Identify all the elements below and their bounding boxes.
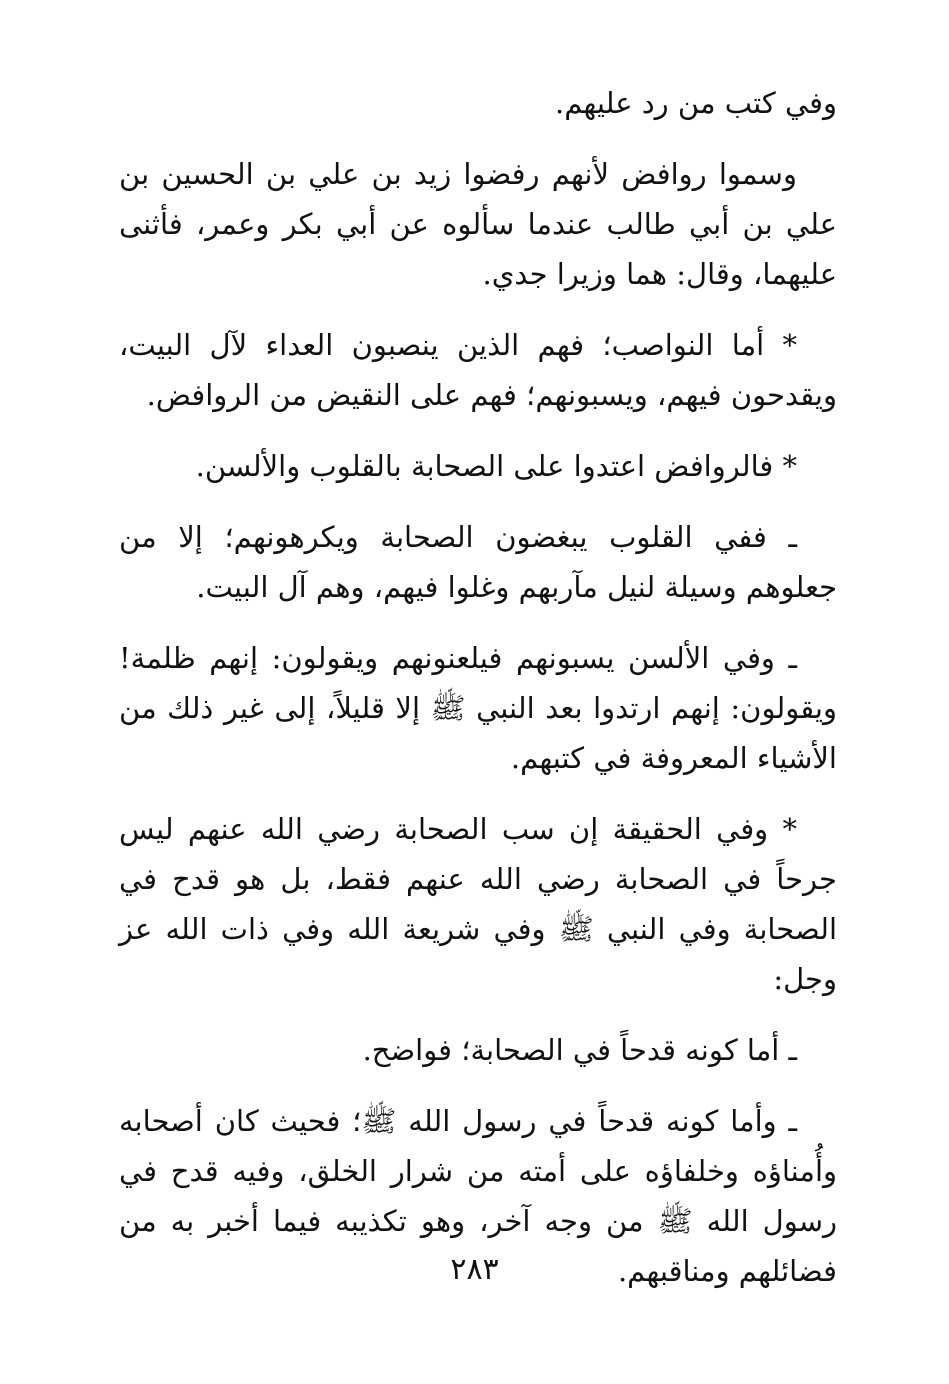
paragraph: ـ وأما كونه قدحاً في رسول الله ﷺ؛ فحيث كان أصحابه وأُمناؤه وخلفاؤه على أمته من شرار الخلق، وفيه قدح في رسول الله ﷺ من وجه آخر، وهو تكذيبه فيما أخبر به من فضائلهم ومناقبهم. — [119, 1104, 837, 1288]
paragraph: ـ أما كونه قدحاً في الصحابة؛ فواضح. — [362, 1033, 797, 1067]
paragraph: وسموا روافض لأنهم رفضوا زيد بن علي بن الحسين بن علي بن أبي طالب عندما سألوه عن أبي بكر وعمر، فأثنى عليهما، وقال: هما وزيرا جدي. — [119, 157, 837, 291]
paragraph: ـ وفي الألسن يسبونهم فيلعنونهم ويقولون: إنهم ظلمة! ويقولون: إنهم ارتدوا بعد النبي ﷺ إلا قليلاً، إلى غير ذلك من الأشياء المعروفة في كتبهم. — [119, 641, 837, 775]
page-number: ٢٨٣ — [450, 1252, 499, 1287]
paragraph: * فالروافض اعتدوا على الصحابة بالقلوب والألسن. — [195, 449, 797, 483]
paragraph: ـ ففي القلوب يبغضون الصحابة ويكرهونهم؛ إلا من جعلوهم وسيلة لنيل مآربهم وغلوا فيهم، وهم آل البيت. — [119, 520, 837, 604]
paragraph: * وفي الحقيقة إن سب الصحابة رضي الله عنهم ليس جرحاً في الصحابة رضي الله عنهم فقط، بل هو قدح في الصحابة وفي النبي ﷺ وفي شريعة الله وفي ذات الله عز وجل: — [119, 812, 837, 996]
paragraph: * أما النواصب؛ فهم الذين ينصبون العداء لآل البيت، ويقدحون فيهم، ويسبونهم؛ فهم على النقيض من الروافض. — [119, 328, 837, 412]
page-text-block — [119, 78, 837, 1317]
paragraph: وفي كتب من رد عليهم. — [554, 86, 837, 120]
